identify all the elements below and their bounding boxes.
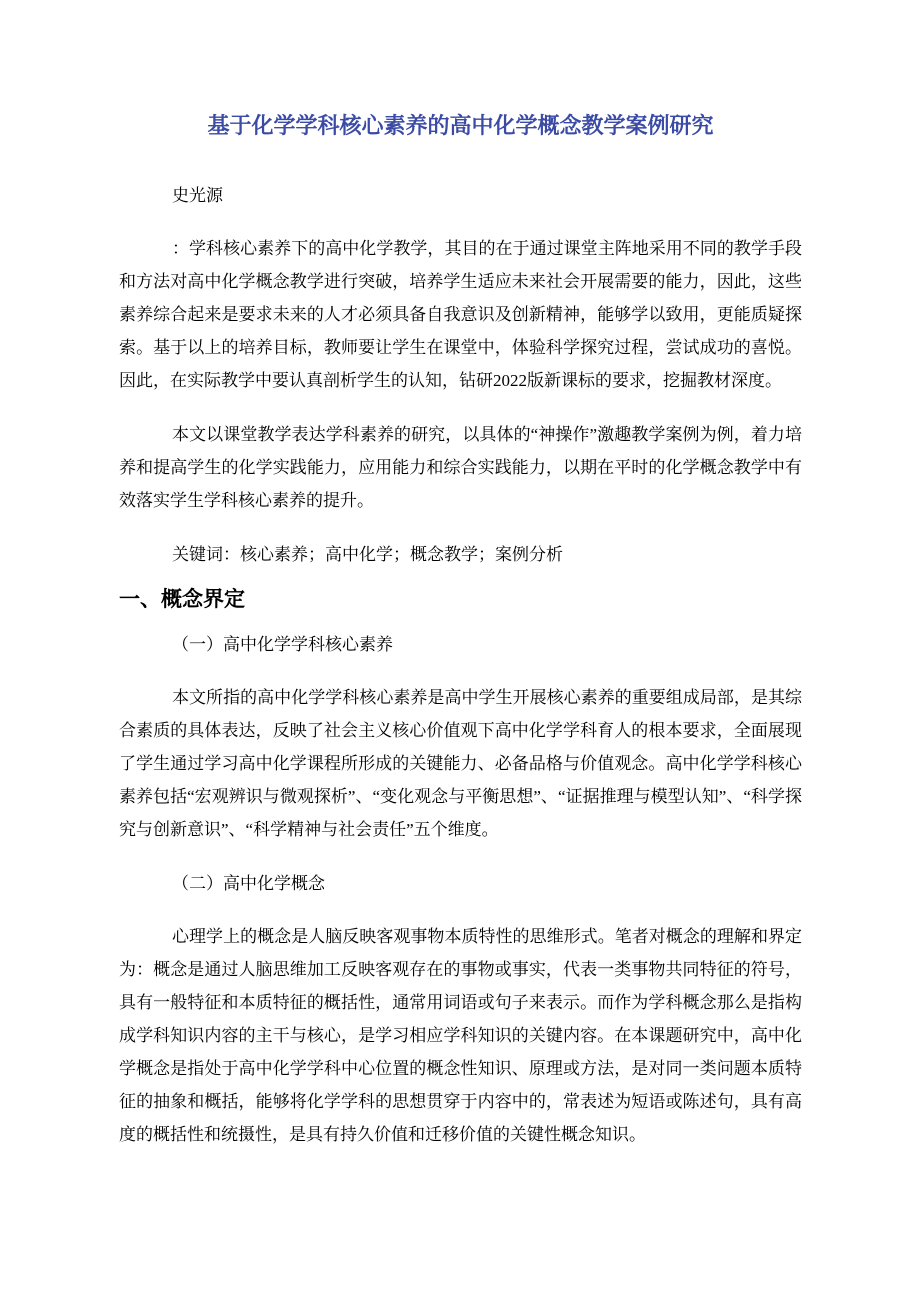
subsection-heading-chemistry-concept: （二）高中化学概念 <box>172 873 325 893</box>
abstract-paragraph-1: ：学科核心素养下的高中化学教学，其目的在于通过课堂主阵地采用不同的教学手段和方法对高中化学概念教学进行突破，培养学生适应未来社会开展需要的能力，因此，这些素养综合起来是要求未来的人才必须具备自我意识及创新精神，能够学以致用，更能质疑探索。基于以上的培养目标，教师要让学生在课堂中，体验科学探究过程，尝试成功的喜悦。因此，在实际教学中要认真剖析学生的认知，钻研2022版新课标的要求，挖掘教材深度。 <box>119 238 802 390</box>
abstract-paragraph-2: 本文以课堂教学表达学科素养的研究，以具体的“神操作”激趣教学案例为例，着力培养和提高学生的化学实践能力，应用能力和综合实践能力，以期在平时的化学概念教学中有效落实学生学科核心素养的提升。 <box>119 424 802 510</box>
author-name: 史光源 <box>172 185 223 205</box>
keywords-line: 关键词：核心素养；高中化学；概念教学；案例分析 <box>172 544 563 564</box>
section-heading-concept-definition: 一、概念界定 <box>119 587 245 611</box>
subsection-body-core-literacy: 本文所指的高中化学学科核心素养是高中学生开展核心素养的重要组成局部，是其综合素质的具体表达，反映了社会主义核心价值观下高中化学学科育人的根本要求，全面展现了学生通过学习高中化学课程所形成的关键能力、必备品格与价值观念。高中化学学科核心素养包括“宏观辨识与微观探析”、“变化观念与平衡思想”、“证据推理与模型认知”、“科学探究与创新意识”、“科学精神与社会责任”五个维度。 <box>119 687 802 839</box>
subsection-heading-core-literacy: （一）高中化学学科核心素养 <box>172 634 393 654</box>
document-title: 基于化学学科核心素养的高中化学概念教学案例研究 <box>207 113 714 138</box>
subsection-body-chemistry-concept: 心理学上的概念是人脑反映客观事物本质特性的思维形式。笔者对概念的理解和界定为：概念是通过人脑思维加工反映客观存在的事物或事实，代表一类事物共同特征的符号，具有一般特征和本质特征的概括性，通常用词语或句子来表示。而作为学科概念那么是指构成学科知识内容的主干与核心，是学习相应学科知识的关键内容。在本课题研究中，高中化学概念是指处于高中化学学科中心位置的概念性知识、原理或方法，是对同一类问题本质特征的抽象和概括，能够将化学学科的思想贯穿于内容中的，常表述为短语或陈述句，具有高度的概括性和统摄性，是具有持久价值和迁移价值的关键性概念知识。 <box>119 926 802 1144</box>
